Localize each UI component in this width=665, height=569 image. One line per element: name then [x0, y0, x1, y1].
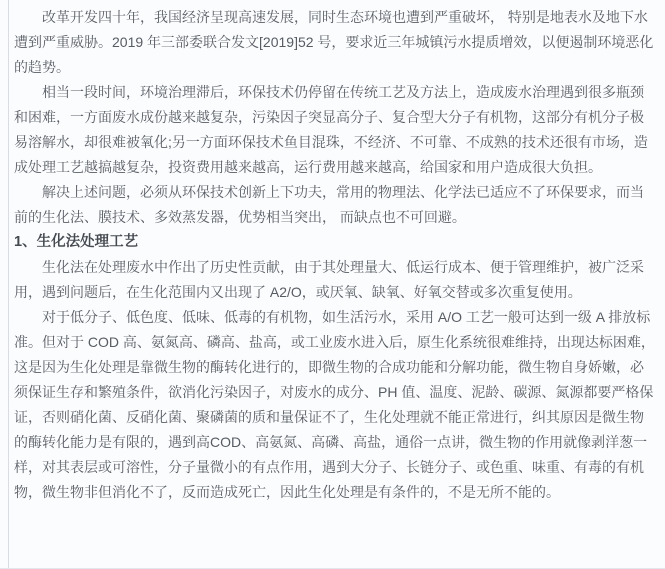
section-heading-biochemical-process: 1、生化法处理工艺: [14, 234, 139, 250]
paragraph-biochemical-limits: 对于低分子、低色度、低味、低毒的有机物，如生活污水，采用 A/O 工艺一般可达到一级 A 排放标准。但对于 COD 高、氨氮高、磷高、盐高，或工业废水进入后，原生化系统很难维持，出现达标困难，这是因为生化处理是靠微生物的酶转化进行的，即微生物的合成功能和分解功能，微生物自身娇嫩，必须保证生存和繁殖条件，欲消化污染因子，对废水的成分、PH 值、温度、泥龄、碳源、氮源都要严格保证，否则硝化菌、反硝化菌、聚磷菌的质和量保证不了，生化处理就不能正常进行，纠其原因是微生物的酶转化能力是有限的，遇到高COD、高氨氮、高磷、高盐，通俗一点讲，微生物的作用就像剥洋葱一样，对其表层或可溶性，分子量微小的有点作用，遇到大分子、长链分子、或色重、味重、有毒的有机物，微生物非但消化不了，反而造成死亡，因此生化处理是有条件的，不是无所不能的。: [14, 309, 655, 500]
paragraph-environment-lag: 相当一段时间，环境治理滞后，环保技术仍停留在传统工艺及方法上，造成废水治理遇到很多瓶颈和困难，一方面废水成份越来越复杂，污染因子突显高分子、复合型大分子有机物，这部分有机分子极易溶解水，却很难被氧化;另一方面环保技术鱼目混珠，不经济、不可靠、不成熟的技术还很有市场，造成处理工艺越搞越复杂，投资费用越来越高，运行费用越来越高，给国家和用户造成很大负担。: [14, 84, 648, 175]
paragraph-biochemical-history: 生化法在处理废水中作出了历史性贡献，由于其处理量大、低运行成本、便于管理维护，被广泛采用，遇到问题后，在生化范围内又出现了 A2/O，或厌氧、缺氧、好氧交替或多次重复使用。: [14, 259, 644, 300]
document-body: [9, 0, 665, 569]
paragraph-solution-overview: 解决上述问题，必须从环保技术创新上下功夫，常用的物理法、化学法已适应不了环保要求，而当前的生化法、膜技术、多效蒸发器，优势相当突出， 而缺点也不可回避。: [14, 184, 644, 225]
paragraph-intro-reform: 改革开发四十年，我国经济呈现高速发展，同时生态环境也遭到严重破坏， 特别是地表水及地下水遭到严重威胁。2019 年三部委联合发文[2019]52 号，要求近三年城镇污水提质增效，以便遏制环境恶化的趋势。: [14, 9, 654, 75]
